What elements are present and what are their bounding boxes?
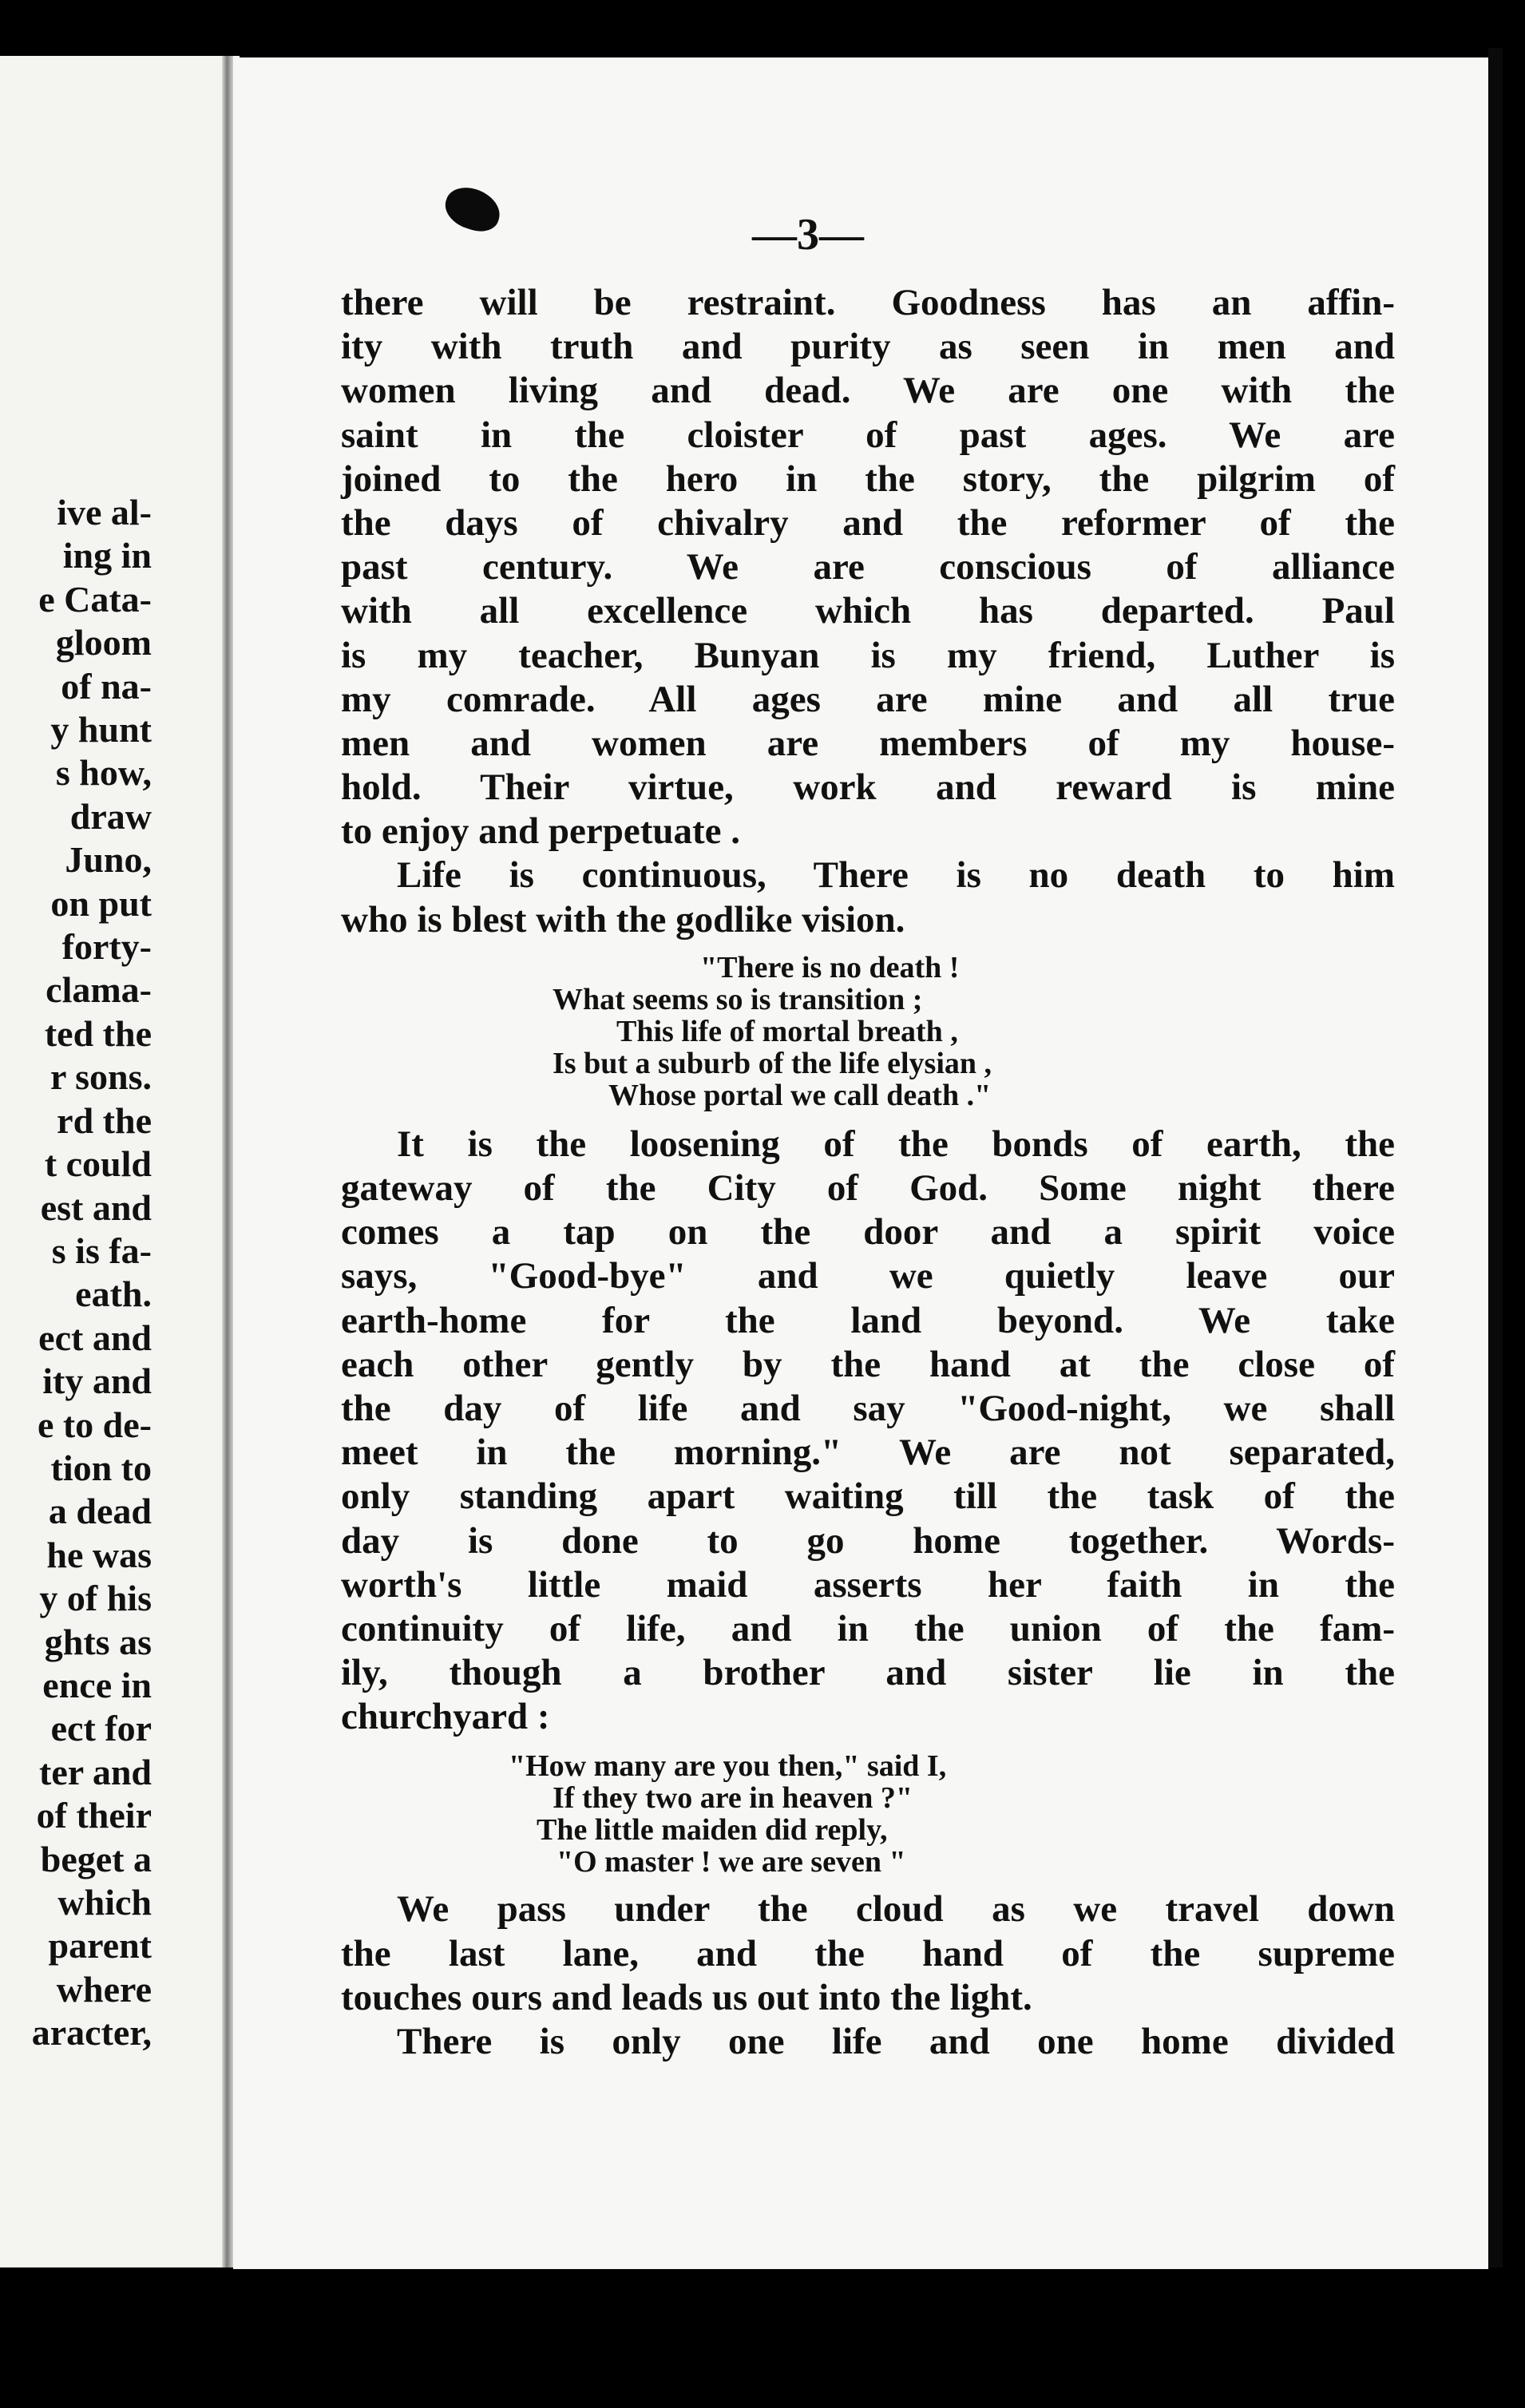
previous-page-line: est and — [40, 1186, 152, 1228]
previous-page-line: ect and — [38, 1317, 152, 1358]
verse-line: "There is no death ! — [700, 950, 960, 984]
text-line: worth's little maid asserts her faith in the — [341, 1563, 1395, 1606]
verse-line: Whose portal we call death ." — [608, 1078, 992, 1112]
text-line: continuity of life, and in the union of the fam- — [341, 1607, 1395, 1650]
text-line: only standing apart waiting till the task of the — [341, 1475, 1395, 1518]
text-line: says, "Good-bye" and we quietly leave our — [341, 1255, 1395, 1297]
previous-page-line: Juno, — [65, 839, 152, 881]
text-line: earth-home for the land beyond. We take — [341, 1299, 1395, 1341]
previous-page-line: where — [56, 1968, 152, 2010]
text-line: my comrade. All ages are mine and all true — [341, 678, 1395, 720]
previous-page-line: on put — [50, 882, 152, 924]
text-line: We pass under the cloud as we travel down — [397, 1888, 1395, 1931]
paragraph-pass-under-cloud — [341, 1887, 1395, 2020]
verse-no-death — [341, 952, 1395, 1111]
text-line: is my teacher, Bunyan is my friend, Luther is — [341, 634, 1395, 676]
previous-page-line: ing in — [62, 535, 152, 576]
previous-page-line: beget a — [40, 1838, 152, 1879]
text-line: meet in the morning." We are not separated, — [341, 1432, 1395, 1474]
previous-page-line: ence in — [42, 1664, 152, 1705]
page-number: —3— — [752, 210, 864, 259]
previous-page-line: he was — [46, 1534, 152, 1575]
previous-page-line: eath. — [75, 1273, 152, 1315]
text-line: the days of chivalry and the reformer of the — [341, 501, 1395, 544]
text-line: the day of life and say "Good-night, we shall — [341, 1387, 1395, 1429]
text-line: each other gently by the hand at the close of — [341, 1343, 1395, 1385]
text-line: comes a tap on the door and a spirit voice — [341, 1211, 1395, 1254]
text-line: hold. Their virtue, work and reward is mine — [341, 766, 1395, 809]
text-line: gateway of the City of God. Some night there — [341, 1167, 1395, 1209]
text-line: saint in the cloister of past ages. We are — [341, 414, 1395, 456]
previous-page-line: t could — [44, 1143, 152, 1185]
text-line: the last lane, and the hand of the supreme — [341, 1932, 1395, 1974]
text-line: women living and dead. We are one with the — [341, 370, 1395, 412]
previous-page-line: which — [57, 1882, 152, 1923]
verse-line: Is but a suburb of the life elysian , — [553, 1046, 992, 1080]
verse-line: This life of mortal breath , — [616, 1014, 958, 1048]
text-line: there will be restraint. Goodness has an affin- — [341, 282, 1395, 323]
previous-page-line: s how, — [55, 752, 152, 794]
text-line: ity with truth and purity as seen in men and — [341, 326, 1395, 368]
paragraph-loosening-bonds — [341, 1123, 1395, 1740]
verse-line: What seems so is transition ; — [553, 982, 923, 1016]
book-gutter — [222, 56, 233, 2267]
previous-page-line: r sons. — [50, 1056, 152, 1098]
text-line: day is done to go home together. Words- — [341, 1519, 1395, 1562]
text-line: It is the loosening of the bonds of earth, the — [397, 1123, 1395, 1165]
previous-page-line: ive al- — [57, 492, 152, 533]
previous-page-line: tion to — [50, 1447, 152, 1488]
previous-page-line: ect for — [50, 1708, 152, 1749]
previous-page-line: ity and — [42, 1360, 152, 1402]
previous-page-line: y hunt — [50, 709, 152, 751]
page-body-text — [341, 281, 1395, 2064]
verse-line: "How many are you then," said I, — [509, 1749, 947, 1784]
previous-page-line: draw — [69, 795, 152, 837]
verse-line: "O master ! we are seven " — [557, 1845, 906, 1879]
paragraph-one-life — [341, 2020, 1395, 2064]
text-line: Life is continuous, There is no death to him — [397, 854, 1395, 897]
text-line: ily, though a brother and sister lie in the — [341, 1652, 1395, 1694]
previous-page-text — [0, 491, 240, 2055]
previous-page-line: e to de- — [37, 1404, 152, 1445]
previous-page-line: s is fa- — [51, 1230, 152, 1271]
previous-page-line: ter and — [39, 1751, 152, 1792]
text-line: men and women are members of my house- — [341, 722, 1395, 764]
previous-page-line: forty- — [61, 926, 152, 968]
current-page — [233, 57, 1488, 2269]
text-line: with all excellence which has departed. Paul — [341, 590, 1395, 632]
text-line: past century. We are conscious of alliance — [341, 546, 1395, 588]
previous-page-line: of their — [36, 1795, 152, 1836]
verse-we-are-seven — [341, 1750, 1395, 1878]
text-line: churchyard : — [341, 1696, 550, 1738]
text-line: touches ours and leads us out into the light. — [341, 1976, 1032, 2018]
text-line: joined to the hero in the story, the pilgrim of — [341, 457, 1395, 500]
verse-line: The little maiden did reply, — [537, 1813, 888, 1848]
previous-page-line: aracter, — [31, 2012, 152, 2054]
previous-page-line: gloom — [55, 622, 152, 663]
previous-page-line: ted the — [44, 1012, 152, 1054]
paragraph-restraint — [341, 281, 1395, 853]
previous-page-fragment — [0, 56, 240, 2267]
previous-page-line: ghts as — [44, 1621, 152, 1662]
previous-page-line: a dead — [48, 1491, 152, 1532]
previous-page-line: e Cata- — [38, 578, 152, 620]
page-edge-shadow — [1488, 48, 1503, 2267]
previous-page-line: rd the — [57, 1099, 152, 1141]
text-line: to enjoy and perpetuate . — [341, 810, 740, 853]
text-line: who is blest with the godlike vision. — [341, 898, 905, 941]
previous-page-line: y of his — [39, 1578, 152, 1619]
paragraph-life-continuous — [341, 853, 1395, 941]
previous-page-line: clama- — [46, 969, 152, 1011]
verse-line: If they two are in heaven ?" — [553, 1781, 913, 1816]
ink-blot-mark — [440, 181, 505, 236]
previous-page-line: of na- — [61, 665, 152, 707]
text-line: There is only one life and one home divided — [397, 2021, 1395, 2062]
previous-page-line: parent — [48, 1925, 152, 1966]
